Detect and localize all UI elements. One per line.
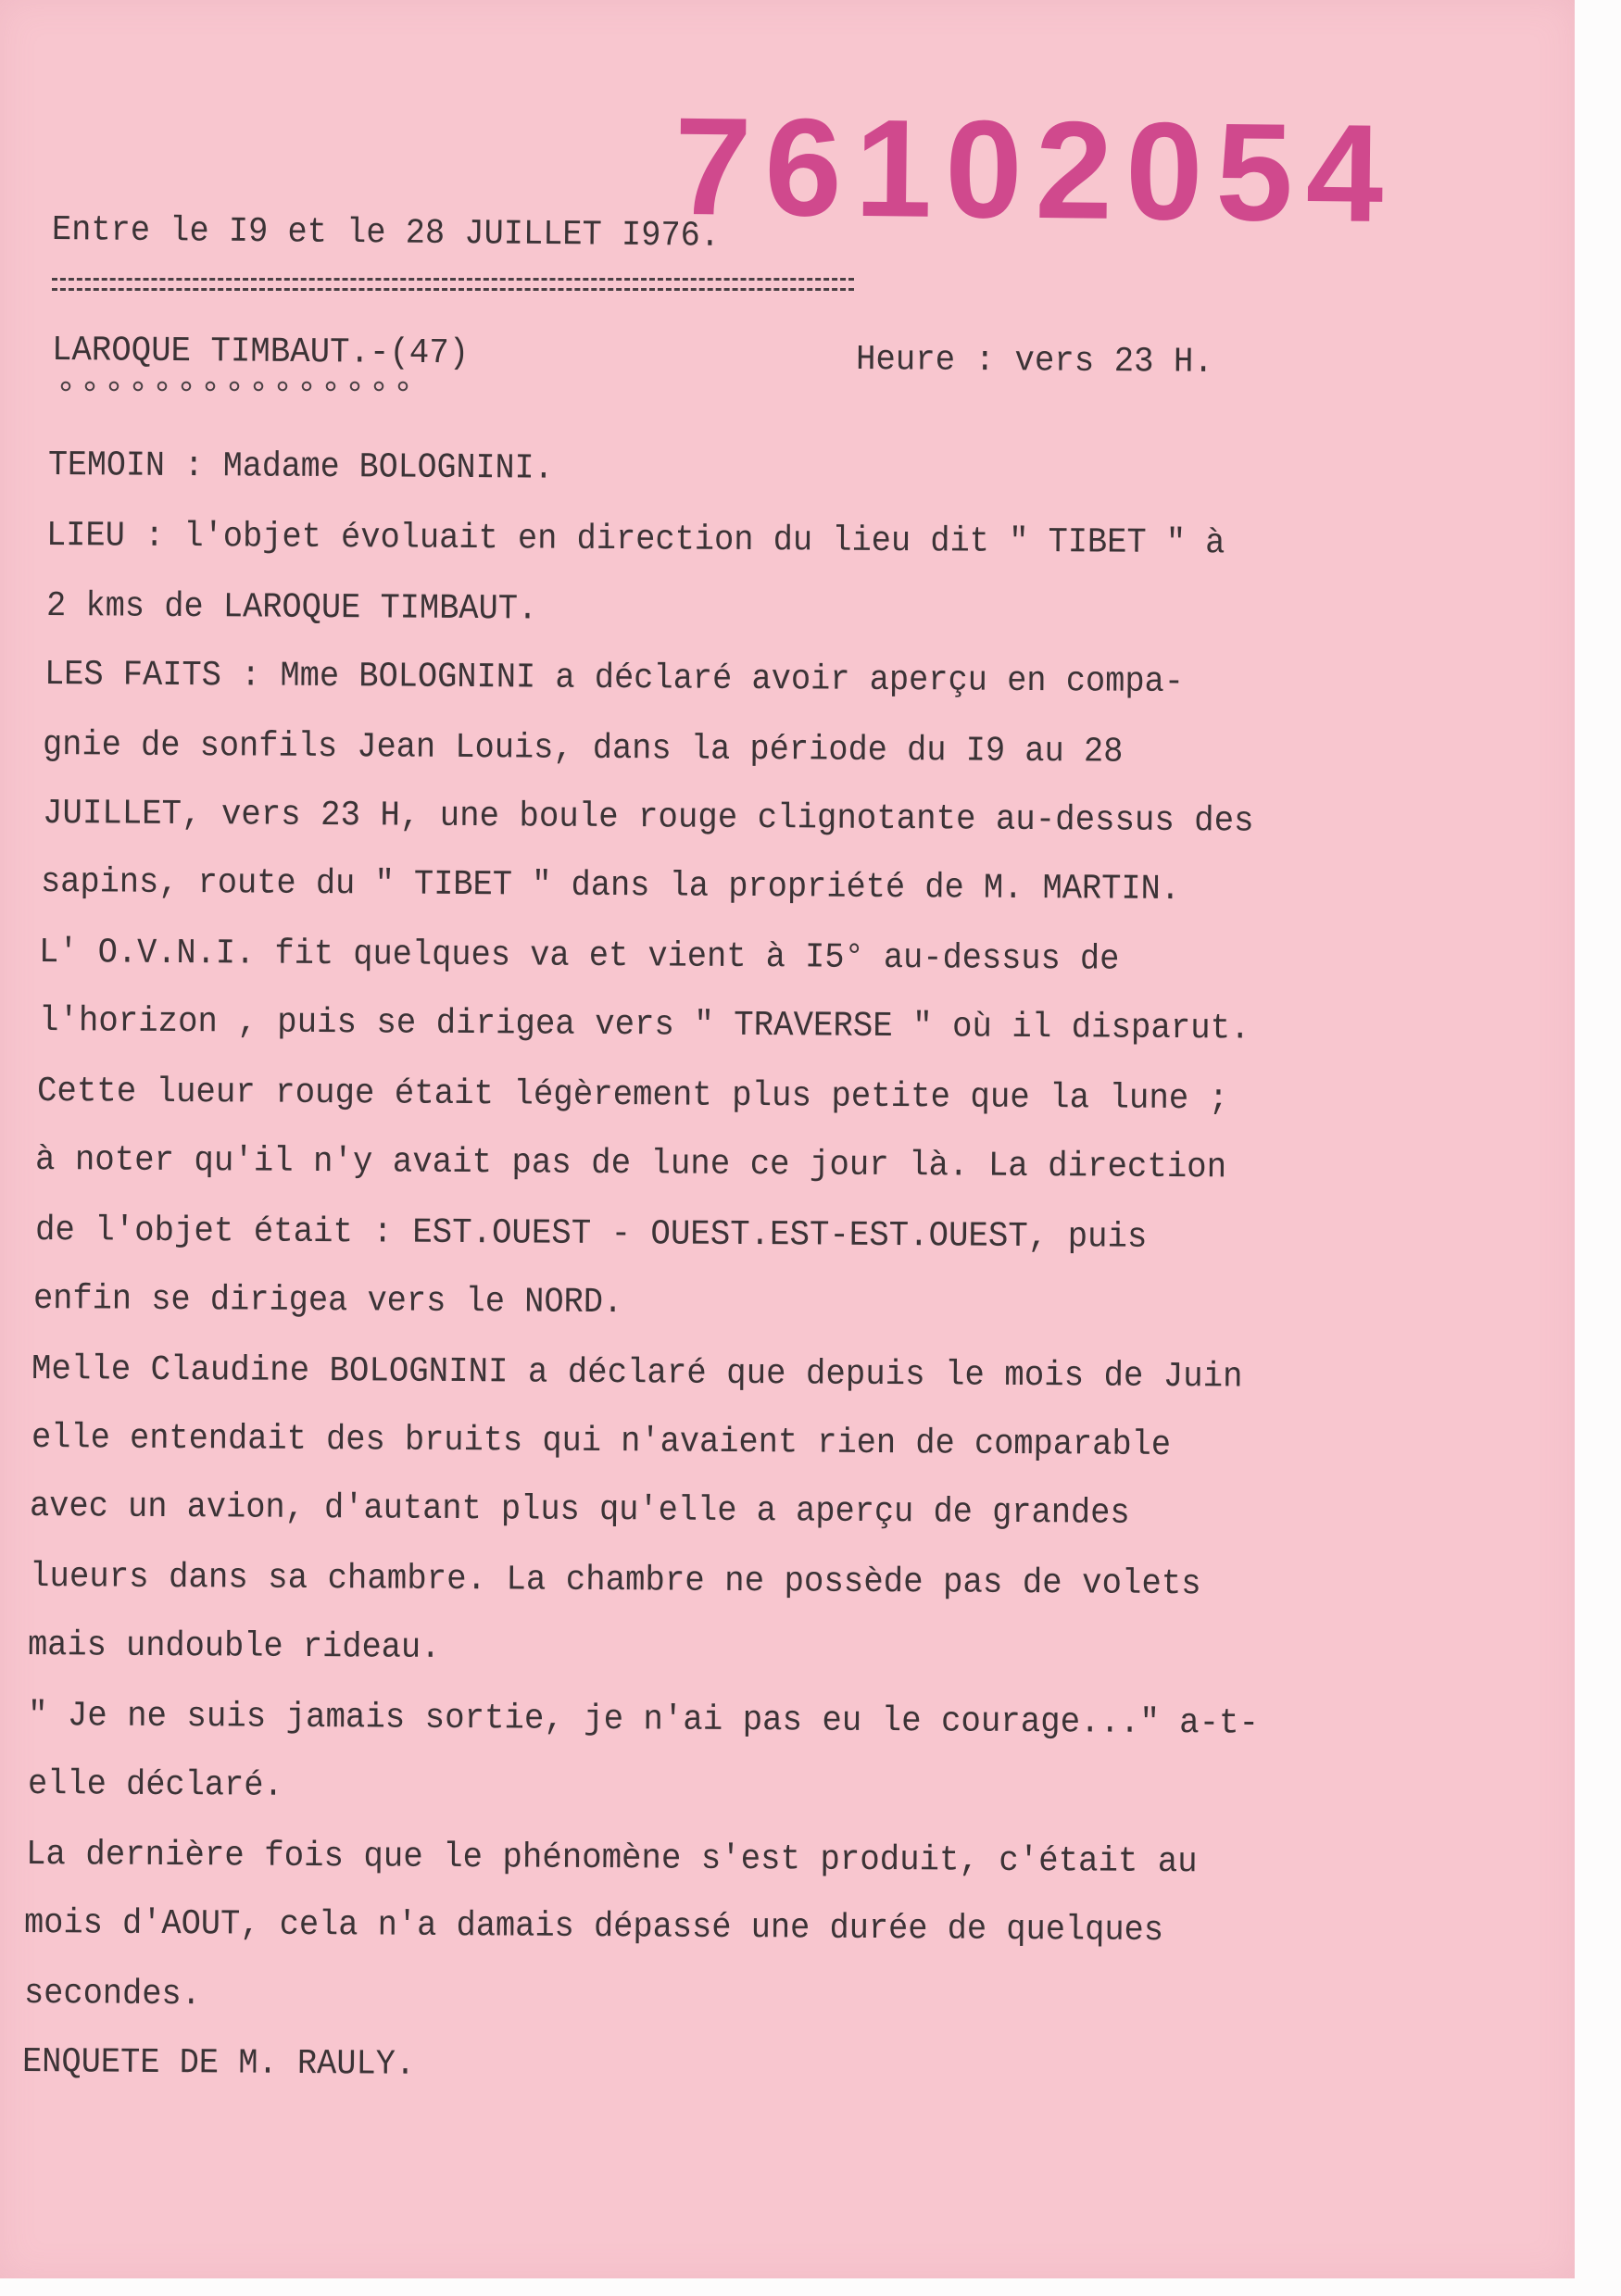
dotted-underline bbox=[54, 380, 411, 393]
body-line: Cette lueur rouge était légèrement plus petite que la lune ; bbox=[36, 1072, 1229, 1120]
body-line: à noter qu'il n'y avait pas de lune ce jour là. La direction bbox=[34, 1140, 1227, 1188]
body-line: gnie de sonfils Jean Louis, dans la période du I9 au 28 bbox=[42, 725, 1124, 772]
body-line: mais undouble rideau. bbox=[27, 1625, 441, 1668]
body-line: LIEU : l'objet évoluait en direction du lieu dit " TIBET " à bbox=[45, 516, 1225, 564]
body-line: de l'objet était : EST.OUEST - OUEST.EST-EST.OUEST, puis bbox=[34, 1211, 1148, 1258]
body-line: La dernière fois que le phénomène s'est produit, c'était au bbox=[25, 1835, 1198, 1883]
body-line: LES FAITS : Mme BOLOGNINI a déclaré avoir aperçu en compa- bbox=[44, 655, 1185, 703]
body-line: lueurs dans sa chambre. La chambre ne possède pas de volets bbox=[29, 1557, 1201, 1605]
date-line: Entre le I9 et le 28 JUILLET I976. bbox=[51, 210, 721, 257]
body-line: " Je ne suis jamais sortie, je n'ai pas eu le courage..." a-t- bbox=[27, 1696, 1260, 1744]
body-line: secondes. bbox=[23, 1974, 201, 2015]
body-line: mois d'AOUT, cela n'a damais dépassé une durée de quelques bbox=[23, 1903, 1164, 1951]
body-line: elle entendait des bruits qui n'avaient rien de comparable bbox=[31, 1418, 1172, 1466]
paper-bottom-margin bbox=[0, 2278, 1621, 2296]
time-of-event: Heure : vers 23 H. bbox=[855, 340, 1213, 383]
body-line: elle déclaré. bbox=[27, 1764, 283, 1806]
body-line: enfin se dirigea vers le NORD. bbox=[32, 1279, 623, 1324]
body-line: sapins, route du " TIBET " dans la propriété de M. MARTIN. bbox=[40, 862, 1181, 910]
paper-right-margin bbox=[1575, 0, 1621, 2296]
body-line: JUILLET, vers 23 H, une boule rouge clignotante au-dessus des bbox=[42, 794, 1254, 842]
body-line: Melle Claudine BOLOGNINI a déclaré que depuis le mois de Juin bbox=[31, 1349, 1243, 1398]
body-line: l'horizon , puis se dirigea vers " TRAVERSE " où il disparut. bbox=[38, 1001, 1250, 1049]
body-line: avec un avion, d'autant plus qu'elle a aperçu de grandes bbox=[29, 1487, 1130, 1534]
body-line: TEMOIN : Madame BOLOGNINI. bbox=[47, 445, 554, 489]
double-underline bbox=[52, 278, 854, 291]
location-heading: LAROQUE TIMBAUT.-(47) bbox=[51, 331, 470, 374]
body-line: L' O.V.N.I. fit quelques va et vient à I5° au-dessus de bbox=[38, 933, 1120, 980]
investigator-signoff: ENQUETE DE M. RAULY. bbox=[21, 2042, 416, 2085]
body-line: 2 kms de LAROQUE TIMBAUT. bbox=[45, 586, 538, 630]
reference-number-stamp: 76102054 bbox=[673, 87, 1398, 252]
